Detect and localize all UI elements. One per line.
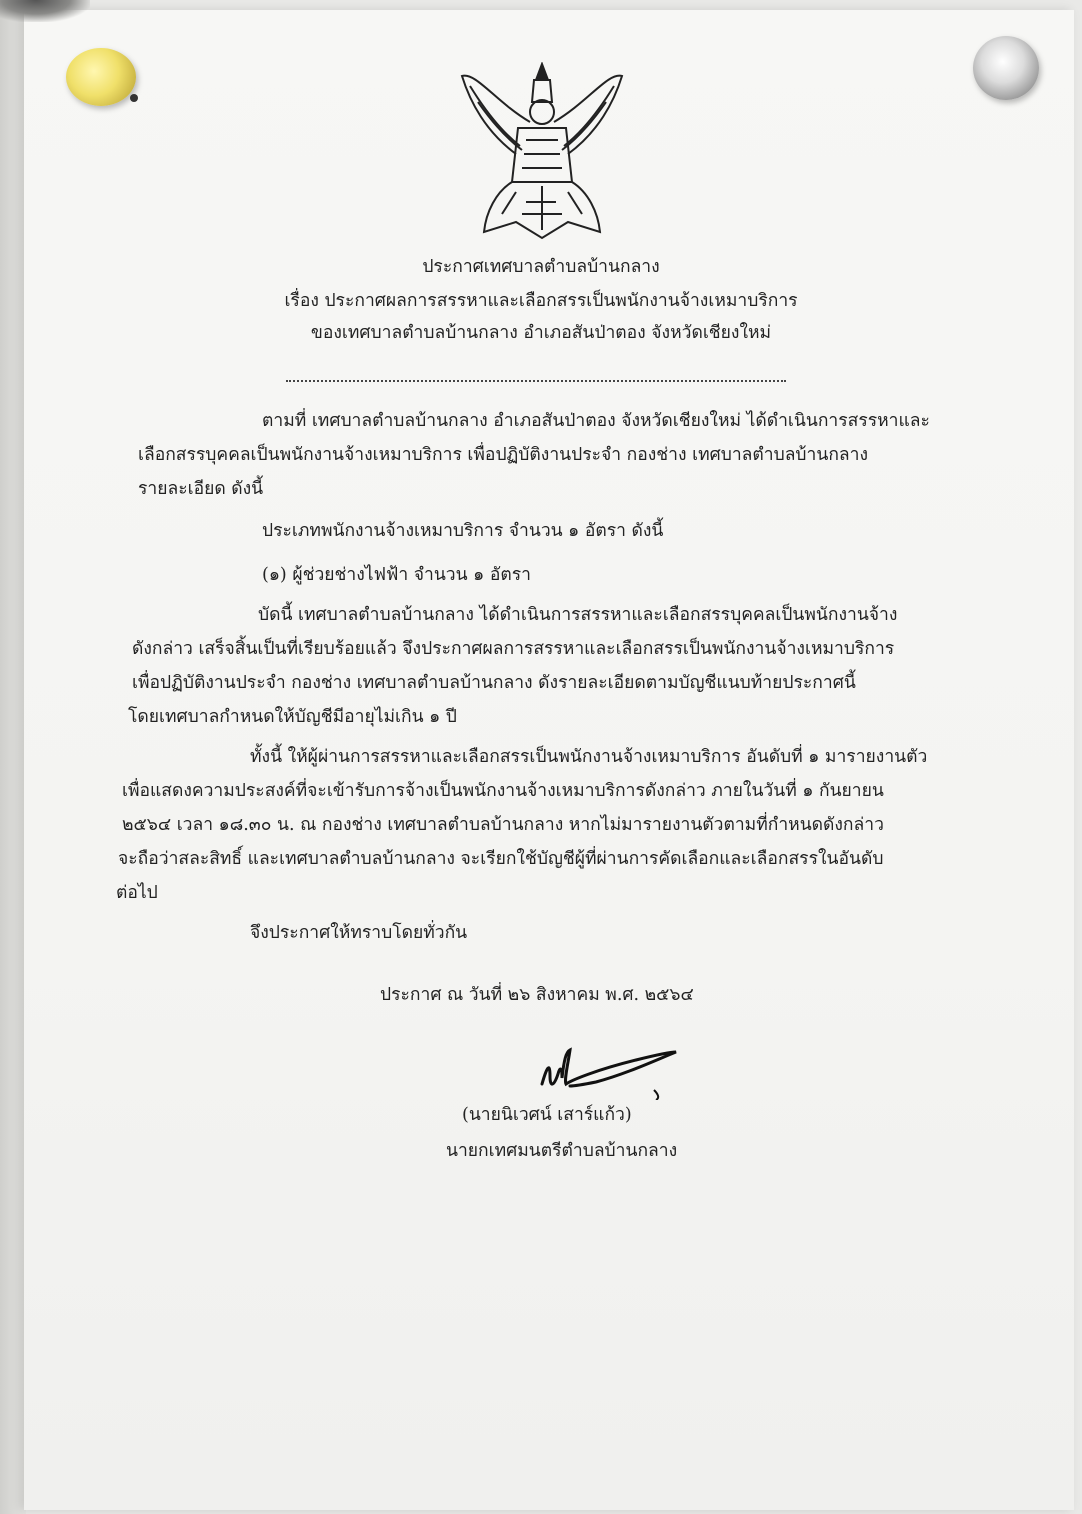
signature-mark bbox=[536, 1040, 686, 1100]
background-edge bbox=[0, 0, 26, 1514]
paragraph-3-line-1: ทั้งนี้ ให้ผู้ผ่านการสรรหาและเลือกสรรเป็นพนักงานจ้างเหมาบริการ อันดับที่ ๑ มารายงานตัว bbox=[250, 747, 928, 767]
paragraph-3-line-5: ต่อไป bbox=[116, 883, 158, 903]
document-title: ประกาศเทศบาลตำบลบ้านกลาง bbox=[422, 257, 660, 277]
paragraph-2-line-1: บัดนี้ เทศบาลตำบลบ้านกลาง ได้ดำเนินการสรรหาและเลือกสรรบุคคลเป็นพนักงานจ้าง bbox=[258, 605, 898, 625]
garuda-emblem-icon bbox=[456, 62, 628, 242]
paragraph-1-line-1: ตามที่ เทศบาลตำบลบ้านกลาง อำเภอสันป่าตอง จังหวัดเชียงใหม่ ได้ดำเนินการสรรหาและ bbox=[262, 411, 930, 431]
yellow-pushpin-icon bbox=[66, 48, 136, 106]
subject-line-1: เรื่อง ประกาศผลการสรรหาและเลือกสรรเป็นพนักงานจ้างเหมาบริการ bbox=[284, 291, 798, 311]
paragraph-3-line-4: จะถือว่าสละสิทธิ์ และเทศบาลตำบลบ้านกลาง จะเรียกใช้บัญชีผู้ที่ผ่านการคัดเลือกและเลือกสรรในอันดับ bbox=[118, 849, 884, 869]
paragraph-3-line-2: เพื่อแสดงความประสงค์ที่จะเข้ารับการจ้างเป็นพนักงานจ้างเหมาบริการดังกล่าว ภายในวันที่ ๑ กันยายน bbox=[122, 781, 884, 801]
shadow-corner bbox=[0, 0, 90, 22]
paragraph-1-line-2: เลือกสรรบุคคลเป็นพนักงานจ้างเหมาบริการ เพื่อปฏิบัติงานประจำ กองช่าง เทศบาลตำบลบ้านกลาง bbox=[138, 445, 869, 465]
pushpin-needle bbox=[130, 94, 138, 102]
paragraph-2-line-4: โดยเทศบาลกำหนดให้บัญชีมีอายุไม่เกิน ๑ ปี bbox=[128, 707, 457, 727]
paragraph-2-line-3: เพื่อปฏิบัติงานประจำ กองช่าง เทศบาลตำบลบ้านกลาง ดังรายละเอียดตามบัญชีแนบท้ายประกาศนี้ bbox=[132, 673, 856, 693]
clear-pushpin-icon bbox=[973, 36, 1039, 100]
signer-title: นายกเทศมนตรีตำบลบ้านกลาง bbox=[446, 1141, 678, 1161]
paragraph-3-line-3: ๒๕๖๔ เวลา ๑๘.๓๐ น. ณ กองช่าง เทศบาลตำบลบ้านกลาง หากไม่มารายงานตัวตามที่กำหนดดังกล่าว bbox=[122, 815, 884, 835]
employee-category: ประเภทพนักงานจ้างเหมาบริการ จำนวน ๑ อัตรา ดังนี้ bbox=[262, 521, 664, 541]
subject-line-2: ของเทศบาลตำบลบ้านกลาง อำเภอสันป่าตอง จังหวัดเชียงใหม่ bbox=[310, 323, 772, 343]
paragraph-2-line-2: ดังกล่าว เสร็จสิ้นเป็นที่เรียบร้อยแล้ว จึงประกาศผลการสรรหาและเลือกสรรเป็นพนักงานจ้างเหมาบริการ bbox=[132, 639, 895, 659]
paragraph-1-line-3: รายละเอียด ดังนี้ bbox=[138, 479, 264, 499]
announcement-date: ประกาศ ณ วันที่ ๒๖ สิงหาคม พ.ศ. ๒๕๖๔ bbox=[380, 985, 694, 1005]
position-item: (๑) ผู้ช่วยช่างไฟฟ้า จำนวน ๑ อัตรา bbox=[262, 565, 531, 585]
closing-statement: จึงประกาศให้ทราบโดยทั่วกัน bbox=[250, 923, 468, 943]
signer-name: (นายนิเวศน์ เสาร์แก้ว) bbox=[462, 1105, 632, 1125]
dotted-divider bbox=[286, 366, 786, 382]
